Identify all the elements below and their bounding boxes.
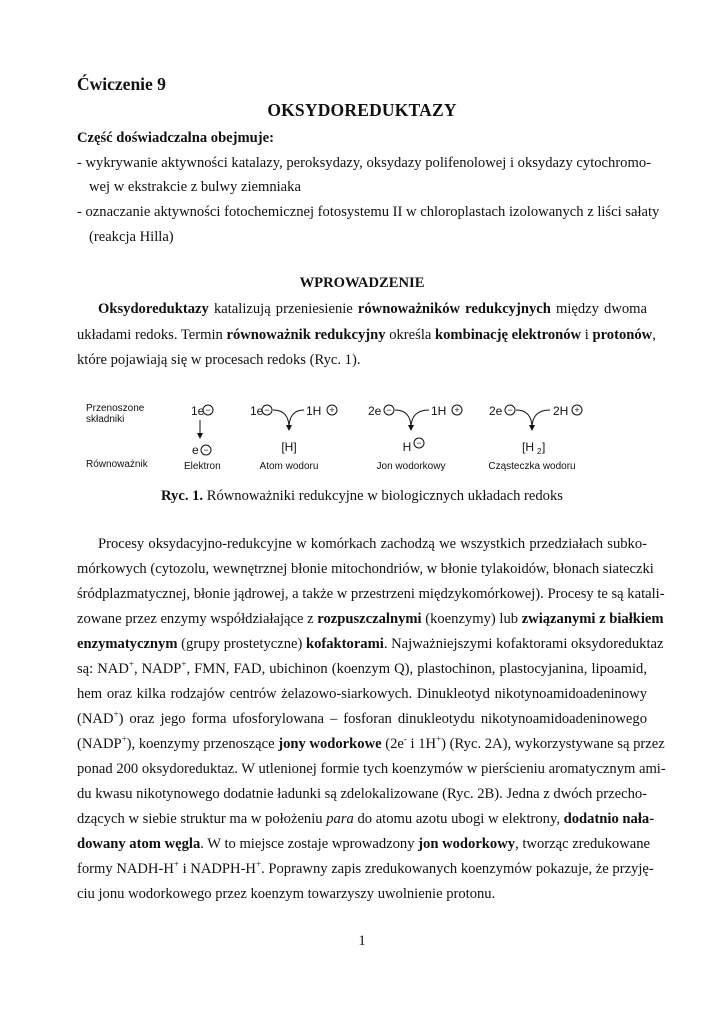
body-line-6: są: NAD+, NADP+, FMN, FAD, ubichinon (koenzym Q), plastochinon, plastocyjanina, lipoamid, [77, 659, 647, 677]
body-line-1: Procesy oksydacyjno-redukcyjne w komórkach zachodzą we wszystkich przedziałach subko- [98, 536, 647, 552]
scope-heading: Część doświadczalna obejmuje: [77, 130, 274, 146]
body-line-12: dzących w siebie struktur ma w położeniu para do atomu azotu ubogi w elektrony, dodatnio nała- [77, 811, 655, 827]
svg-text:+: + [329, 405, 335, 415]
svg-text:−: − [507, 405, 513, 415]
body-line-9: (NADP+), koenzymy przenoszące jony wodorkowe (2e- i 1H+) (Ryc. 2A), wykorzystywane są przez [77, 734, 665, 752]
scope-item-2: - oznaczanie aktywności fotochemicznej fotosystemu II w chloroplastach izolowanych z liści sałaty [77, 204, 660, 220]
row-label-transferred-2: składniki [86, 414, 125, 425]
svg-text:[H]: [H] [281, 440, 297, 454]
exercise-title: Ćwiczenie 9 [77, 74, 166, 94]
svg-text:−: − [205, 405, 211, 415]
row-label-transferred: Przenoszone [86, 403, 145, 414]
body-line-11: du kwasu nikotynowego dodatnie ładunki są zdelokalizowane (Ryc. 2B). Jedna z dwóch przecho- [77, 786, 648, 802]
svg-text:[H: [H [522, 440, 534, 454]
intro-line-2: układami redoks. Termin równoważnik redukcyjny określa kombinację elektronów i protonów, [77, 327, 656, 343]
svg-text:+: + [454, 405, 460, 415]
body-line-8: (NAD+) oraz jego forma ufosforylowana – fosforan dinukleotydu nikotynoamidoadeninowego [77, 709, 647, 727]
svg-text:1e: 1e [191, 404, 205, 418]
scope-item-1-cont: wej w ekstrakcie z bulwy ziemniaka [89, 179, 301, 195]
label-hydrogen-atom: Atom wodoru [259, 461, 319, 472]
svg-text:−: − [203, 445, 209, 455]
body-line-10: ponad 200 oksydoreduktaz. W utlenionej formie tych koenzymów w pierścieniu aromatycznym ami- [77, 761, 666, 777]
row-label-equivalent: Równoważnik [86, 459, 148, 470]
body-line-7: hem oraz kilka rodzajów centrów żelazowo-siarkowych. Dinukleotyd nikotynoamidoadeninowy [77, 686, 647, 702]
intro-line-3: które pojawiają się w procesach redoks (Ryc. 1). [77, 352, 361, 368]
chapter-title: OKSYDOREDUKTAZY [267, 100, 457, 120]
hydrogen-molecule-column [488, 404, 582, 472]
body-line-2: mórkowych (cytozolu, wewnętrznej błonie mitochondriów, w błonie tylakoidów, błonach siateczki [77, 561, 654, 577]
label-hydrogen-molecule: Cząsteczka wodoru [488, 461, 576, 472]
body-line-13: dowany atom węgla. W to miejsce zostaje wprowadzony jon wodorkowy, tworząc zredukowane [77, 836, 650, 852]
scope-item-1: - wykrywanie aktywności katalazy, peroksydazy, oksydazy polifenolowej i oksydazy cytochromo- [77, 155, 651, 171]
scope-item-2-cont: (reakcja Hilla) [89, 229, 174, 245]
svg-text:2e: 2e [368, 404, 382, 418]
svg-text:−: − [386, 405, 392, 415]
svg-text:2H: 2H [553, 404, 569, 418]
body-line-5: enzymatycznym (grupy prostetyczne) kofaktorami. Najważniejszymi kofaktorami oksydoreduktaz [77, 636, 664, 652]
figure-caption: Ryc. 1. Równoważniki redukcyjne w biologicznych układach redoks [161, 488, 563, 504]
svg-text:2e: 2e [489, 404, 503, 418]
page-number: 1 [358, 933, 366, 949]
electron-column [184, 404, 221, 472]
svg-text:H: H [402, 440, 412, 454]
section-heading: WPROWADZENIE [299, 275, 425, 291]
svg-text:1H: 1H [306, 404, 322, 418]
label-electron: Elektron [184, 461, 221, 472]
hydride-ion-column [368, 404, 462, 472]
svg-text:1e: 1e [250, 404, 264, 418]
body-line-14: formy NADH-H+ i NADPH-H+. Poprawny zapis zredukowanych koenzymów pokazuje, że przyję- [77, 859, 654, 877]
svg-text:2: 2 [537, 447, 542, 456]
svg-text:]: ] [542, 440, 546, 454]
reducing-equivalents-diagram [86, 396, 642, 474]
hydrogen-atom-column [250, 404, 337, 472]
body-line-3: śródplazmatycznej, błonie jądrowej, a także w przestrzeni międzykomórkowej). Procesy te są katali- [77, 586, 665, 602]
svg-text:+: + [574, 405, 580, 415]
body-line-15: ciu jonu wodorkowego przez koenzym towarzyszy uwolnienie protonu. [77, 886, 496, 902]
body-line-4: zowane przez enzymy współdziałające z rozpuszczalnymi (koenzymy) lub związanymi z białkiem [77, 611, 664, 627]
svg-text:−: − [416, 438, 422, 448]
svg-text:e: e [192, 443, 199, 457]
intro-line-1: Oksydoreduktazy katalizują przeniesienie równoważników redukcyjnych między dwoma [98, 301, 647, 317]
label-hydride-ion: Jon wodorkowy [376, 461, 446, 472]
svg-text:1H: 1H [431, 404, 447, 418]
svg-text:−: − [264, 405, 270, 415]
